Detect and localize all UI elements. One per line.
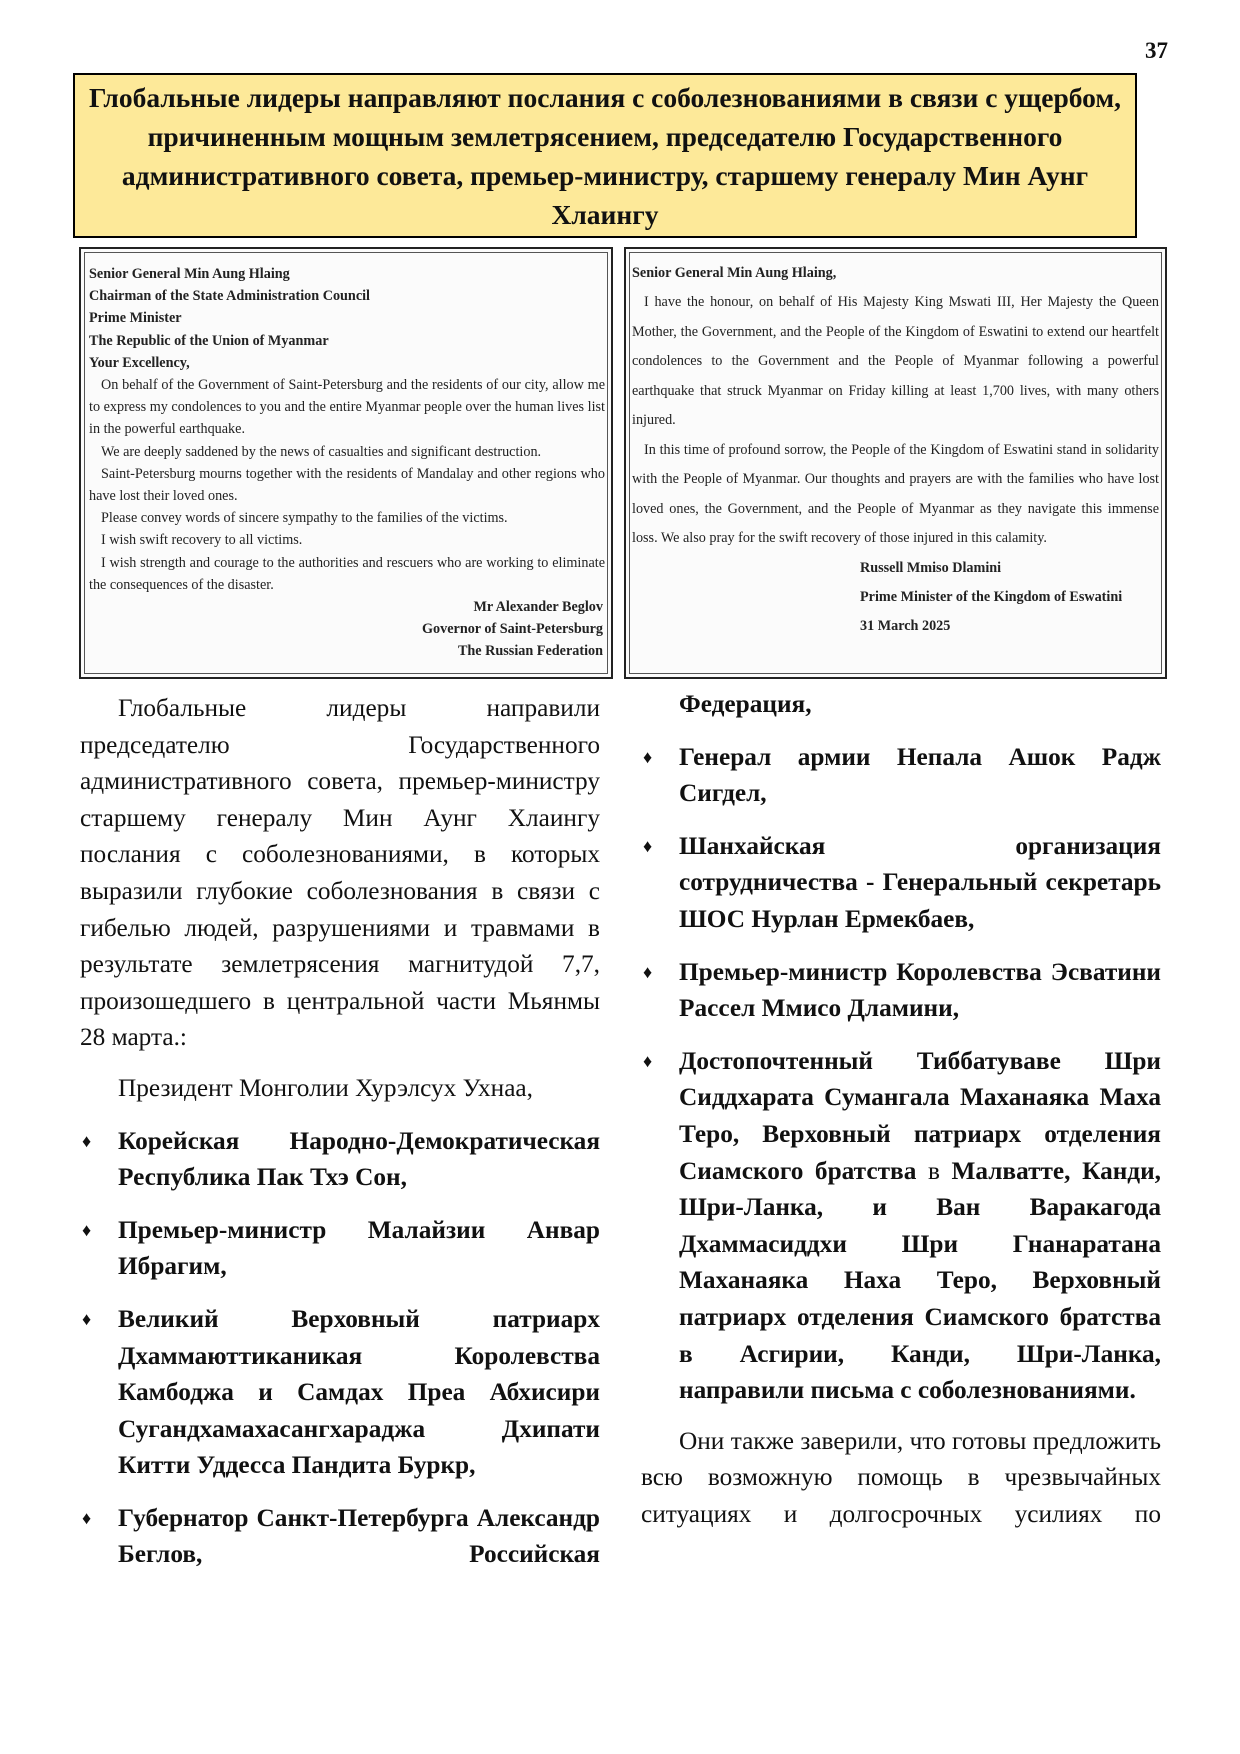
list-item [80,1123,600,1196]
list-item [641,954,1161,1027]
list-item [80,1212,600,1285]
first-sender: Президент Монголии Хурэлсух Ухнаа, [118,1073,533,1102]
letter-header-line: Chairman of the State Administration Council [89,288,370,305]
letter-signature-date: 31 March 2025 [860,617,951,634]
letter-paragraph: On behalf of the Government of Saint-Petersburg and the residents of our city, allow me to express my condolences to you and the entire Myanmar people over the human lives list in the powerful earthquake. [89,377,605,438]
letter-header-line: Prime Minister [89,310,182,327]
letter-signature-title: Governor of Saint-Petersburg [422,621,603,638]
closing-paragraph: Они также заверили, что готовы предложить всю возможную помощь в чрезвычайных ситуациях и долгосрочных усилиях по [641,1426,1161,1528]
diamond-bullet-icon: ♦ [643,961,653,982]
article-column-left [80,690,600,1573]
letter-paragraph: In this time of profound sorrow, the People of the Kingdom of Eswatini stand in solidarity with the People of Myanmar. Our thoughts and prayers are with the families who have lost loved ones, the Government, and the People of Myanmar as they navigate this immense loss. We also pray for the swift recovery of those injured in this calamity. [632,441,1159,547]
list-item-text: Малватте, Канди, Шри-Ланка, и Ван Варакагода Дхаммасиддхи Шри Гнанаратана Маханаяка Наха Теро, Верховный патриарх отделения Сиамского братства в Асгирии, Канди, Шри-Ланка, направили письма с соболезнованиями. [679,1156,1161,1405]
list-item [80,1301,600,1484]
letter-salutation: Senior General Min Aung Hlaing, [632,265,837,281]
letter-paragraph: I wish strength and courage to the authorities and rescuers who are working to eliminate the consequences of the disaster. [89,554,605,593]
diamond-bullet-icon: ♦ [643,746,653,767]
list-item-text: Губернатор Санкт-Петербурга Александр Беглов, Российская [118,1503,600,1569]
letter-paragraph: Please convey words of sincere sympathy to the families of the victims. [101,510,508,527]
sender-list [641,739,1161,1409]
letter-salutation: Your Excellency, [89,354,190,371]
list-item-text: Премьер-министр Малайзии Анвар Ибрагим, [118,1215,600,1281]
diamond-bullet-icon: ♦ [643,835,653,856]
diamond-bullet-icon: ♦ [82,1507,92,1528]
page-title: Глобальные лидеры направляют послания с соболезнованиями в связи с ущербом, причиненным мощным землетрясением, председателю Государственного административного совета, премьер-министру, старшему генералу Мин Аунг Хлаингу [89,81,1121,230]
letter-paragraph: We are deeply saddened by the news of casualties and significant destruction. [101,443,542,460]
page-number: 37 [1145,38,1168,63]
list-item-continuation: Федерация, [679,690,812,718]
letter-signature-title: Prime Minister of the Kingdom of Eswatini [860,588,1123,605]
diamond-bullet-icon: ♦ [82,1219,92,1240]
title-banner [73,73,1137,238]
letter-signature-name: Russell Mmiso Dlamini [860,559,1002,576]
list-item [641,739,1161,812]
letter-image-saint-petersburg [79,247,613,679]
diamond-bullet-icon: ♦ [82,1130,92,1151]
list-item-text: Великий Верховный патриарх Дхаммаюттиканикая Королевства Камбоджа и Самдах Преа Абхисири Сугандхамахасангхараджа Дхипати Китти Уддесса Пандита Буркр, [118,1304,600,1480]
intro-paragraph: Глобальные лидеры направили председателю Государственного административного совета, премьер-министру старшему генералу Мин Аунг Хлаингу послания с соболезнованиями, в которых выразили глубокие соболезнования в связи с гибелью людей, разрушениями и травмами в результате землетрясения магнитудой 7,7, произошедшего в центральной части Мьянмы 28 марта.: [80,694,600,1052]
letter-signature-country: The Russian Federation [457,643,603,660]
article-column-right [641,690,1161,1532]
list-item [641,828,1161,938]
letter-header-line: Senior General Min Aung Hlaing [89,266,290,282]
list-item-text: Шанхайская организация сотрудничества - Генеральный секретарь ШОС Нурлан Ермекбаев, [679,831,1161,933]
list-item-text: Корейская Народно-Демократическая Республика Пак Тхэ Сон, [118,1126,600,1192]
sender-list [80,1123,600,1574]
letter-header-line: The Republic of the Union of Myanmar [89,332,329,349]
list-item-text: Генерал армии Непала Ашок Радж Сигдел, [679,742,1161,808]
list-item [641,1043,1161,1409]
list-item-text-plain: в [927,1156,940,1185]
list-item [80,1500,600,1573]
list-item-text: Достопочтенный Тиббатуваве Шри Сиддхарата Сумангала Маханаяка Маха Теро, Верховный патриарх отделения Сиамского братства [679,1046,1161,1185]
letter-paragraph: I have the honour, on behalf of His Majesty King Mswati III, Her Majesty the Queen Mother, the Government, and the People of the Kingdom of Eswatini to extend our heartfelt condolences to the Government and the People of Myanmar following a powerful earthquake that struck Myanmar on Friday killing at least 1,700 lives, with many others injured. [632,294,1159,429]
diamond-bullet-icon: ♦ [643,1050,653,1071]
letter-paragraph: Saint-Petersburg mourns together with the residents of Mandalay and other regions who have lost their loved ones. [89,465,605,505]
letter-image-eswatini [624,247,1167,679]
diamond-bullet-icon: ♦ [82,1308,92,1329]
letter-paragraph: I wish swift recovery to all victims. [101,532,303,549]
letter-signature-name: Mr Alexander Beglov [473,599,603,616]
list-item-text: Премьер-министр Королевства Эсватини Рассел Ммисо Дламини, [679,957,1161,1023]
